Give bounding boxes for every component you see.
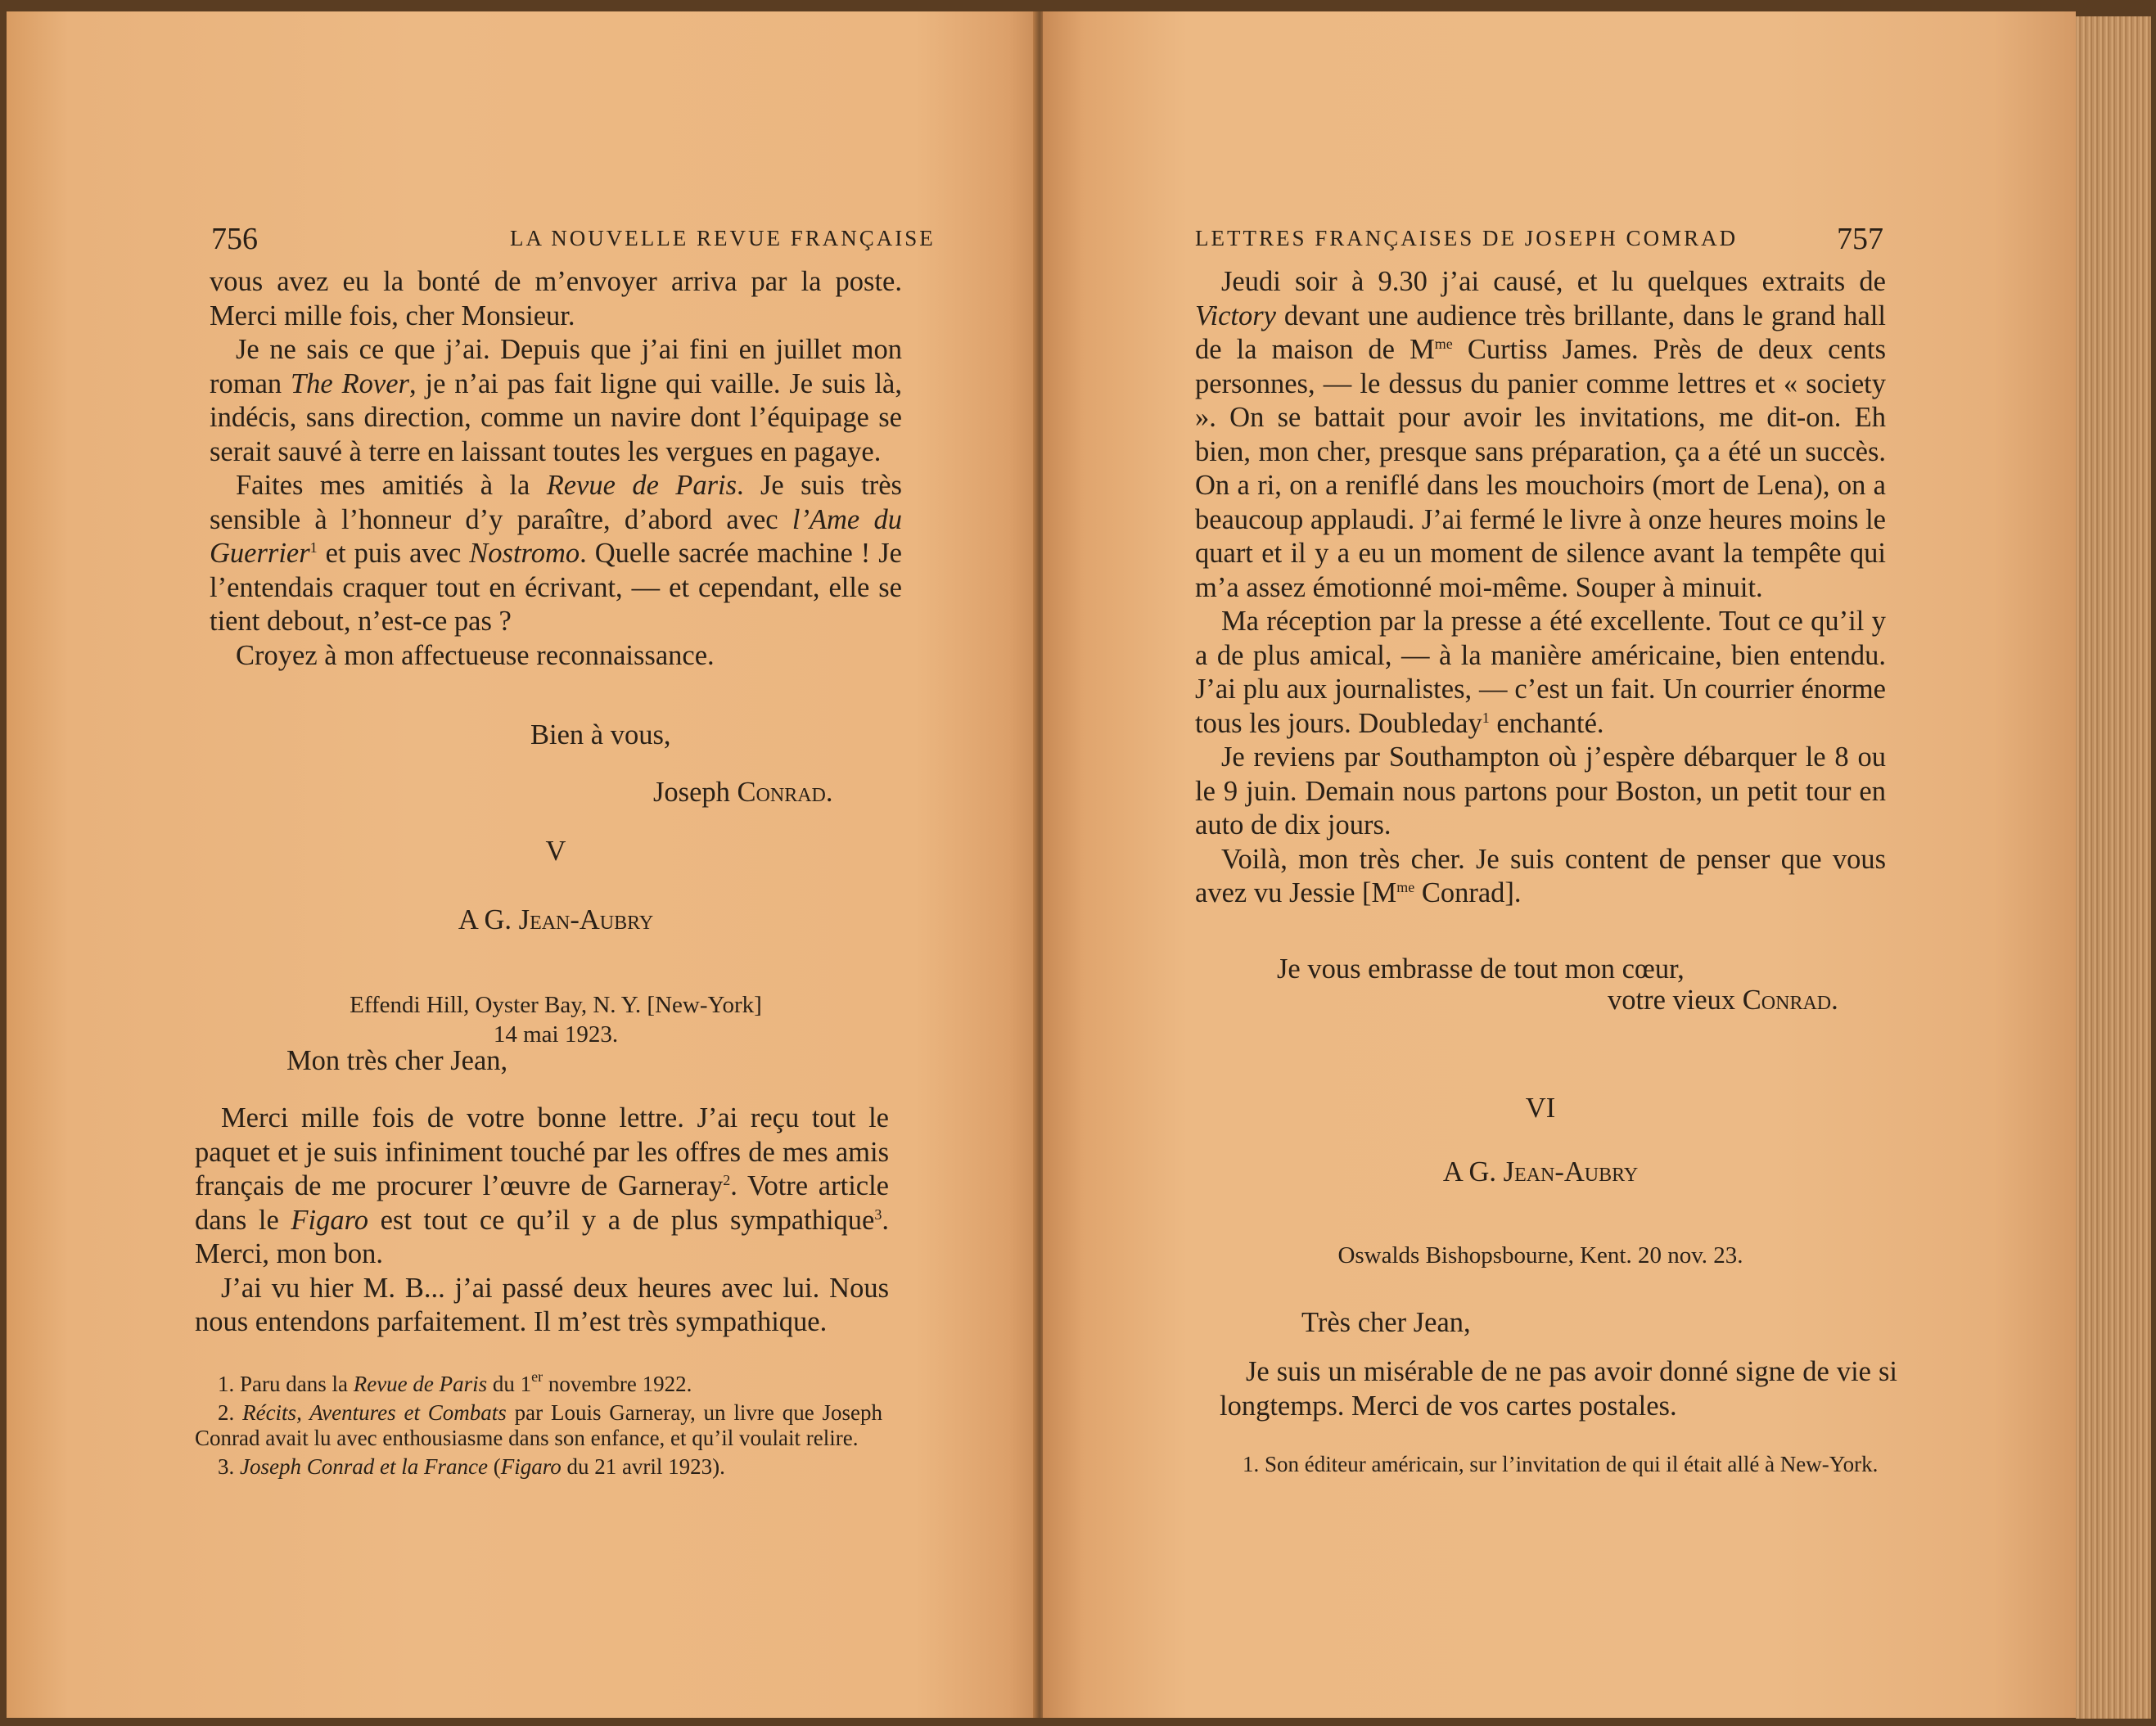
page-number-right: 757 <box>1837 222 1883 256</box>
greeting: Mon très cher Jean, <box>286 1045 508 1076</box>
footnote-ref: 1 <box>1482 709 1490 726</box>
paragraph: J’ai vu hier M. B... j’ai passé deux heures avec lui. Nous nous entendons parfaitement. Il m’est très sympathique. <box>195 1272 889 1337</box>
section-number: V <box>545 836 566 867</box>
right-text-lower <box>1220 1355 1897 1423</box>
right-page <box>1043 11 2076 1718</box>
left-page <box>7 11 1040 1718</box>
greeting: Très cher Jean, <box>1301 1307 1471 1338</box>
running-head-right: LETTRES FRANÇAISES DE JOSEPH COMRAD <box>1195 226 1739 250</box>
left-text-lower <box>195 1102 889 1340</box>
footnote: 1. Son éditeur américain, sur l’invitation de qui il était allé à New-York. <box>1243 1452 1879 1476</box>
footnotes-right <box>1220 1452 1897 1480</box>
place-line: Effendi Hill, Oyster Bay, N. Y. [New-York] <box>350 992 762 1018</box>
paragraph: Merci mille fois de votre bonne lettre. J’ai reçu tout le paquet et je suis infiniment touché par les offres de mes amis français de me procurer l’œuvre de Garneray$^2$. Votre article dans le Figaro est tout ce qu’il y a de plus sympathique$^3$. Merci, mon bon. <box>195 1102 889 1269</box>
addressee: A G. Jean-Aubry <box>458 904 654 935</box>
closing-line: Croyez à mon affectueuse reconnaissance. <box>236 639 715 671</box>
running-head-left: LA NOUVELLE REVUE FRANÇAISE <box>510 226 936 250</box>
footnote: 3. Joseph Conrad et la France (Figaro du 21 avril 1923). <box>218 1454 725 1479</box>
closing-line: Je vous embrasse de tout mon cœur, <box>1277 953 1685 985</box>
salutation: Bien à vous, <box>530 719 671 750</box>
page-number-left: 756 <box>211 222 258 256</box>
addressee: A G. Jean-Aubry <box>1442 1156 1639 1187</box>
place-date-line: Oswalds Bishopsbourne, Kent. 20 nov. 23. <box>1337 1242 1743 1269</box>
paragraph: Faites mes amitiés à la Revue de Paris. Je suis très sensible à l’honneur d’y paraître, d’abord avec l’Ame du Guerrier$^1$ et puis avec Nostromo. Quelle sacrée machine ! Je l’entendais craquer tout en écrivant, — et cependant, elle se tient debout, n’est-ce pas ? <box>210 470 902 637</box>
paragraph: Je suis un misérable de ne pas avoir donné signe de vie si longtemps. Merci de vos cartes postales. <box>1220 1356 1897 1422</box>
paragraph: Je ne sais ce que j’ai. Depuis que j’ai fini en juillet mon roman The Rover, je n’ai pas fait ligne qui vaille. Je suis là, indécis, sans direction, comme un navire dont l’équipage se serait sauvé à terre en laissant toutes les vergues en pagaye. <box>210 334 902 467</box>
left-text-upper <box>210 265 902 673</box>
footnote-ref: 2 <box>723 1172 731 1188</box>
paragraph: Je reviens par Southampton où j’espère débarquer le 8 ou le 9 juin. Demain nous partons pour Boston, un petit tour en auto de dix jours. <box>1195 741 1886 840</box>
page-edges <box>2076 16 2151 1719</box>
footnote: 1. Paru dans la Revue de Paris du 1er novembre 1922. <box>218 1368 692 1396</box>
paragraph: vous avez eu la bonté de m’envoyer arriva par la poste. Merci mille fois, cher Monsieur. <box>210 266 902 331</box>
paragraph: Voilà, mon très cher. Je suis content de penser que vous avez vu Jessie [$M^{me}$ Conrad]. <box>1195 843 1886 908</box>
paragraph: Ma réception par la presse a été excellente. Tout ce qu’il y a de plus amical, — à la manière américaine, bien entendu. J’ai plu aux journalistes, — c’est un fait. Un courrier énorme tous les jours. Doubleday$^1$ enchanté. <box>1195 606 1886 739</box>
paragraph: Jeudi soir à 9.30 j’ai causé, et lu quelques extraits de Victory devant une audience très brillante, dans le grand hall de la maison de $M^{me}$ Curtiss James. Près de deux cents personnes, — le dessus du panier comme lettres et « society ». On se battait pour avoir les invitations, me dit-on. Eh bien, mon cher, presque sans préparation, ça a été un succès. On a ri, on a reniflé dans les mouchoirs (mort de Lena), on a beaucoup applaudi. J’ai fermé le livre à onze heures moins le quart et il y a eu un moment de silence avant la tempête qui m’a assez émotionné moi-même. Souper à minuit. <box>1195 266 1887 603</box>
footnotes-left <box>195 1368 883 1483</box>
footnote-ref: 3 <box>874 1205 882 1223</box>
footnote-ref: 1 <box>309 539 318 556</box>
signature: Joseph Conrad. <box>653 777 833 808</box>
right-text-upper <box>1195 265 1886 911</box>
signature: votre vieux Conrad. <box>1608 985 1838 1016</box>
section-number: VI <box>1525 1093 1556 1124</box>
footnote: 2. Récits, Aventures et Combats par Louis Garneray, un livre que Joseph Conrad avait lu avec enthousiasme dans son enfance, et qu’il voulait relire. <box>195 1400 883 1450</box>
date-line: 14 mai 1923. <box>493 1021 619 1048</box>
